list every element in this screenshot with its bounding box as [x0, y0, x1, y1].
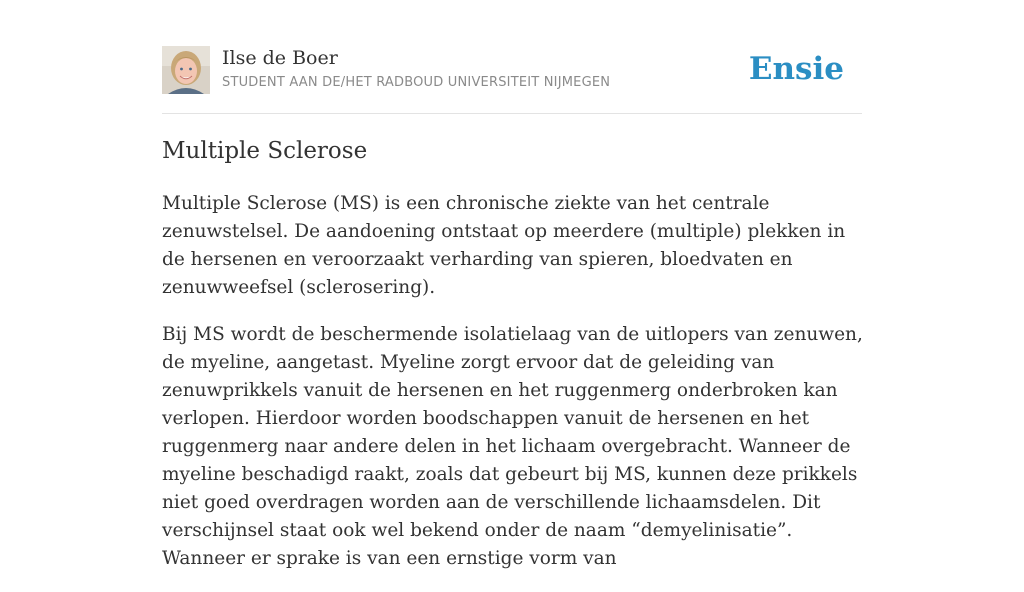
article-paragraph: Multiple Sclerose (MS) is een chronische ziekte van het centrale zenuwstelsel. De aandoening ontstaat op meerdere (multiple) plekken in de hersenen en veroorzaakt verharding van spieren, bloedvaten en zenuwweefsel (sclerosering).: [162, 193, 846, 298]
author-name[interactable]: Ilse de Boer: [222, 47, 338, 69]
user-photo-icon: [162, 46, 210, 94]
brand-logo[interactable]: Ensie: [748, 51, 844, 87]
article-body: [162, 190, 872, 592]
header-divider: [162, 113, 862, 114]
article-paragraph: Bij MS wordt de beschermende isolatielaag van de uitlopers van zenuwen, de myeline, aangetast. Myeline zorgt ervoor dat de geleiding van zenuwprikkels vanuit de hersenen en het ruggenmerg onderbroken kan verlopen. Hierdoor worden boodschappen vanuit de hersenen en het ruggenmerg naar andere delen in het lichaam overgebracht. Wanneer de myeline beschadigd raakt, zoals dat gebeurt bij MS, kunnen deze prikkels niet goed overdragen worden aan de verschillende lichaamsdelen. Dit verschijnsel staat ook wel bekend onder de naam “demyelinisatie”. Wanneer er sprake is van een ernstige vorm van: [162, 324, 863, 569]
author-avatar[interactable]: [162, 46, 210, 94]
author-header: [162, 46, 862, 113]
article-title: Multiple Sclerose: [162, 138, 368, 164]
author-role: STUDENT AAN DE/HET RADBOUD UNIVERSITEIT NIJMEGEN: [222, 75, 611, 90]
